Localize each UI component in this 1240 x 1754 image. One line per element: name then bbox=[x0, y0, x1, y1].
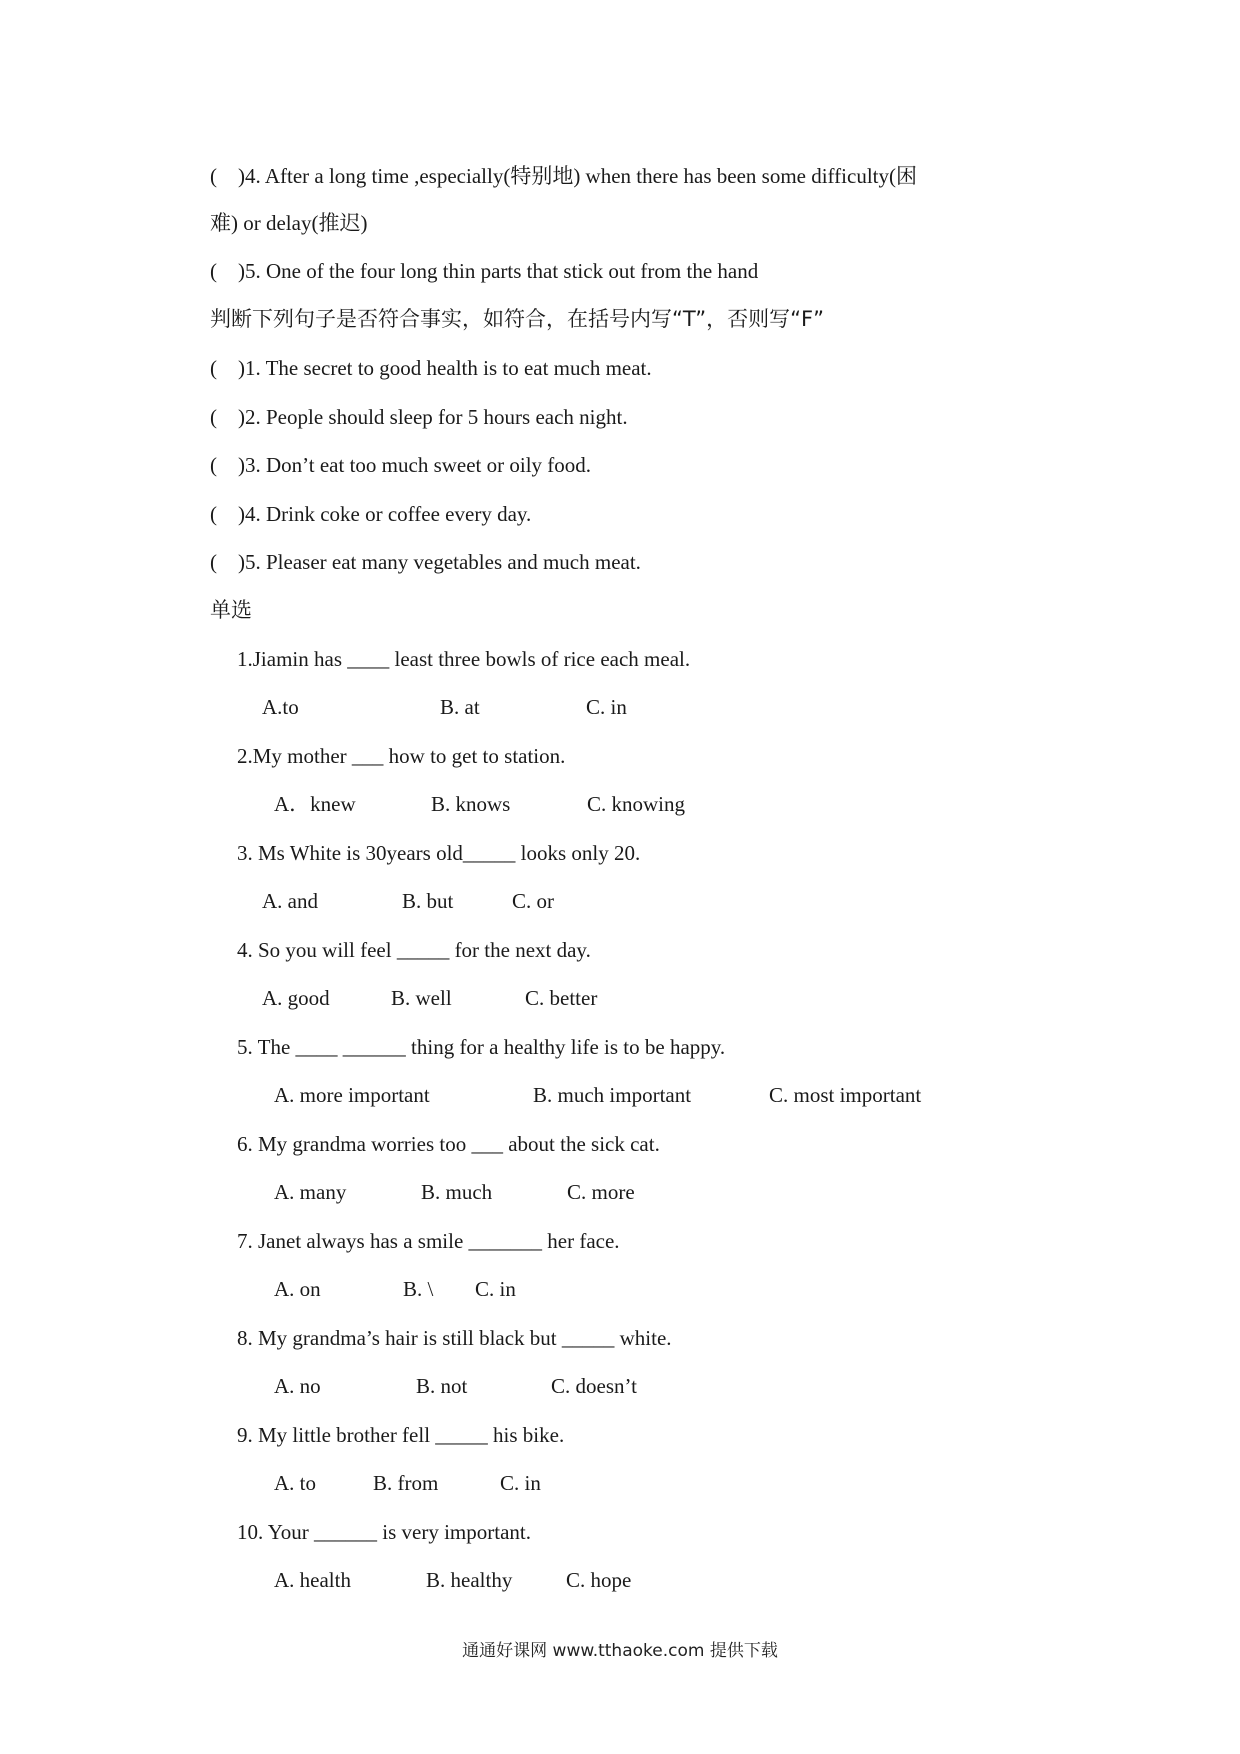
question-4-line-1: ( )4. After a long time ,especially(特别地) when there has been some difficulty(困 bbox=[210, 164, 917, 188]
option-b: B. knows bbox=[431, 792, 511, 816]
option-c: C. in bbox=[586, 695, 627, 719]
option-c: C. hope bbox=[566, 1568, 632, 1592]
tf-item: ( )5. Pleaser eat many vegetables and much meat. bbox=[210, 550, 641, 574]
tf-item: ( )2. People should sleep for 5 hours each night. bbox=[210, 405, 628, 429]
tf-item: ( )4. Drink coke or coffee every day. bbox=[210, 502, 532, 526]
mc-question: 8. My grandma’s hair is still black but _____ white. bbox=[237, 1326, 672, 1350]
option-a: A．knew bbox=[274, 792, 356, 816]
option-a: A. more important bbox=[274, 1083, 430, 1107]
mc-question: 2.My mother ___ how to get to station. bbox=[237, 744, 566, 768]
option-b: B. from bbox=[373, 1471, 439, 1495]
option-b: B. but bbox=[402, 889, 454, 913]
mc-question: 1.Jiamin has ____ least three bowls of rice each meal. bbox=[237, 647, 691, 671]
option-b: B. \ bbox=[403, 1277, 434, 1301]
tf-heading: 判断下列句子是否符合事实，如符合，在括号内写“T”，否则写“F” bbox=[210, 307, 824, 331]
option-c: C. better bbox=[525, 986, 598, 1010]
mc-question: 6. My grandma worries too ___ about the sick cat. bbox=[237, 1132, 660, 1156]
option-a: A. on bbox=[274, 1277, 321, 1301]
option-a: A.to bbox=[262, 695, 299, 719]
mc-heading: 单选 bbox=[210, 598, 252, 622]
question-5: ( )5. One of the four long thin parts that stick out from the hand bbox=[210, 259, 759, 283]
footer-source-note: 通通好课网 www.tthaoke.com 提供下载 bbox=[462, 1641, 778, 1661]
option-a: A. good bbox=[262, 986, 330, 1010]
tf-item: ( )1. The secret to good health is to eat much meat. bbox=[210, 356, 652, 380]
option-c: C. or bbox=[512, 889, 554, 913]
tf-item: ( )3. Don’t eat too much sweet or oily food. bbox=[210, 453, 592, 477]
mc-question: 7. Janet always has a smile _______ her face. bbox=[237, 1229, 620, 1253]
mc-question: 9. My little brother fell _____ his bike. bbox=[237, 1423, 565, 1447]
option-a: A. to bbox=[274, 1471, 316, 1495]
option-c: C. in bbox=[500, 1471, 541, 1495]
option-b: B. at bbox=[440, 695, 480, 719]
option-a: A. and bbox=[262, 889, 318, 913]
mc-question: 3. Ms White is 30years old_____ looks only 20. bbox=[237, 841, 641, 865]
option-b: B. healthy bbox=[426, 1568, 513, 1592]
option-a: A. no bbox=[274, 1374, 321, 1398]
option-c: C. doesn’t bbox=[551, 1374, 637, 1398]
option-b: B. much bbox=[421, 1180, 493, 1204]
option-b: B. not bbox=[416, 1374, 468, 1398]
option-c: C. in bbox=[475, 1277, 516, 1301]
option-a: A. many bbox=[274, 1180, 347, 1204]
option-a: A. health bbox=[274, 1568, 351, 1592]
option-b: B. much important bbox=[533, 1083, 692, 1107]
option-b: B. well bbox=[391, 986, 452, 1010]
option-c: C. more bbox=[567, 1180, 635, 1204]
mc-question: 5. The ____ ______ thing for a healthy life is to be happy. bbox=[237, 1035, 726, 1059]
mc-question: 4. So you will feel _____ for the next day. bbox=[237, 938, 591, 962]
question-4-line-2: 难) or delay(推迟) bbox=[210, 211, 368, 235]
option-c: C. most important bbox=[769, 1083, 922, 1107]
mc-question: 10. Your ______ is very important. bbox=[237, 1520, 531, 1544]
option-c: C. knowing bbox=[587, 792, 686, 816]
